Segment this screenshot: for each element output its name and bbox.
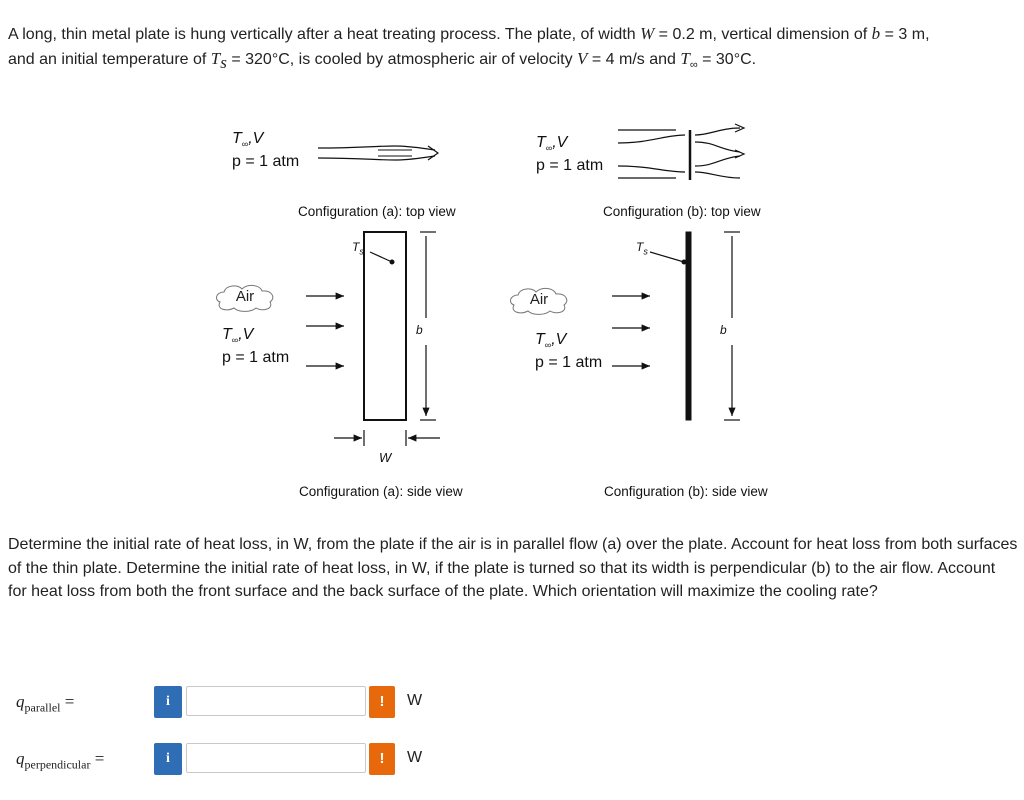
info-icon[interactable]: i xyxy=(154,686,182,718)
cond-label-a-side: $T_\infty,V$ p = 1 atm xyxy=(222,326,290,367)
cond-label-a-top: $T_\infty,V$ p = 1 atm xyxy=(232,130,300,171)
ts-label-a: $T_s$ xyxy=(352,240,364,257)
problem-question: Determine the initial rate of heat loss, in W, from the plate if the air is in parallel flow (a) over the plate. Account for heat loss from both surfaces of the thin plate. Determine the initial rate of heat loss, in W, if the plate is turned so that its width is perpendicular (b) to the air flow. Account for heat loss from both the front surface and the back surface of the plate. Which orientation will maximize the cooling rate? xyxy=(8,536,1018,600)
caption-b-top: Configuration (b): top view xyxy=(603,204,761,219)
unit-label: W xyxy=(407,749,423,766)
config-a-top-flow xyxy=(318,146,438,160)
b-label-b: b xyxy=(720,323,727,337)
config-b-top-flow xyxy=(618,124,744,180)
caption-a-side: Configuration (a): side view xyxy=(299,484,463,499)
answer-label-parallel: $q_{parallel}$ = xyxy=(16,692,75,715)
answer-input-perpendicular[interactable] xyxy=(186,743,366,773)
answer-row-parallel xyxy=(0,686,440,720)
caption-b-side: Configuration (b): side view xyxy=(604,484,768,499)
cond-label-b-side: $T_\infty,V$ p = 1 atm xyxy=(535,331,603,372)
answer-row-perpendicular xyxy=(0,743,440,777)
ts-label-b: $T_s$ xyxy=(636,240,648,257)
answer-input-parallel[interactable] xyxy=(186,686,366,716)
problem-intro: A long, thin metal plate is hung vertically after a heat treating process. The plate, of width W = 0.2 m, vertical dimension of b = 3 m, and an initial temperature of $T_s = 320^\circ C$, is cooled by atmospheric air of velocity V = 4 m/s and $T_\infty = 30^\circ C$. xyxy=(8,24,930,72)
warning-icon[interactable]: ! xyxy=(369,743,395,775)
answer-label-perpendicular: $q_{perpendicular}$ = xyxy=(16,749,105,772)
cond-label-b-top: $T_\infty,V$ p = 1 atm xyxy=(536,134,604,175)
b-label-a: b xyxy=(416,323,423,337)
unit-label: W xyxy=(407,692,423,709)
w-label: W xyxy=(379,450,392,465)
info-icon[interactable]: i xyxy=(154,743,182,775)
config-a-side xyxy=(306,232,440,446)
caption-a-top: Configuration (a): top view xyxy=(298,204,456,219)
warning-icon[interactable]: ! xyxy=(369,686,395,718)
air-cloud-b: Air xyxy=(506,285,572,315)
air-cloud-a: Air xyxy=(212,282,278,312)
